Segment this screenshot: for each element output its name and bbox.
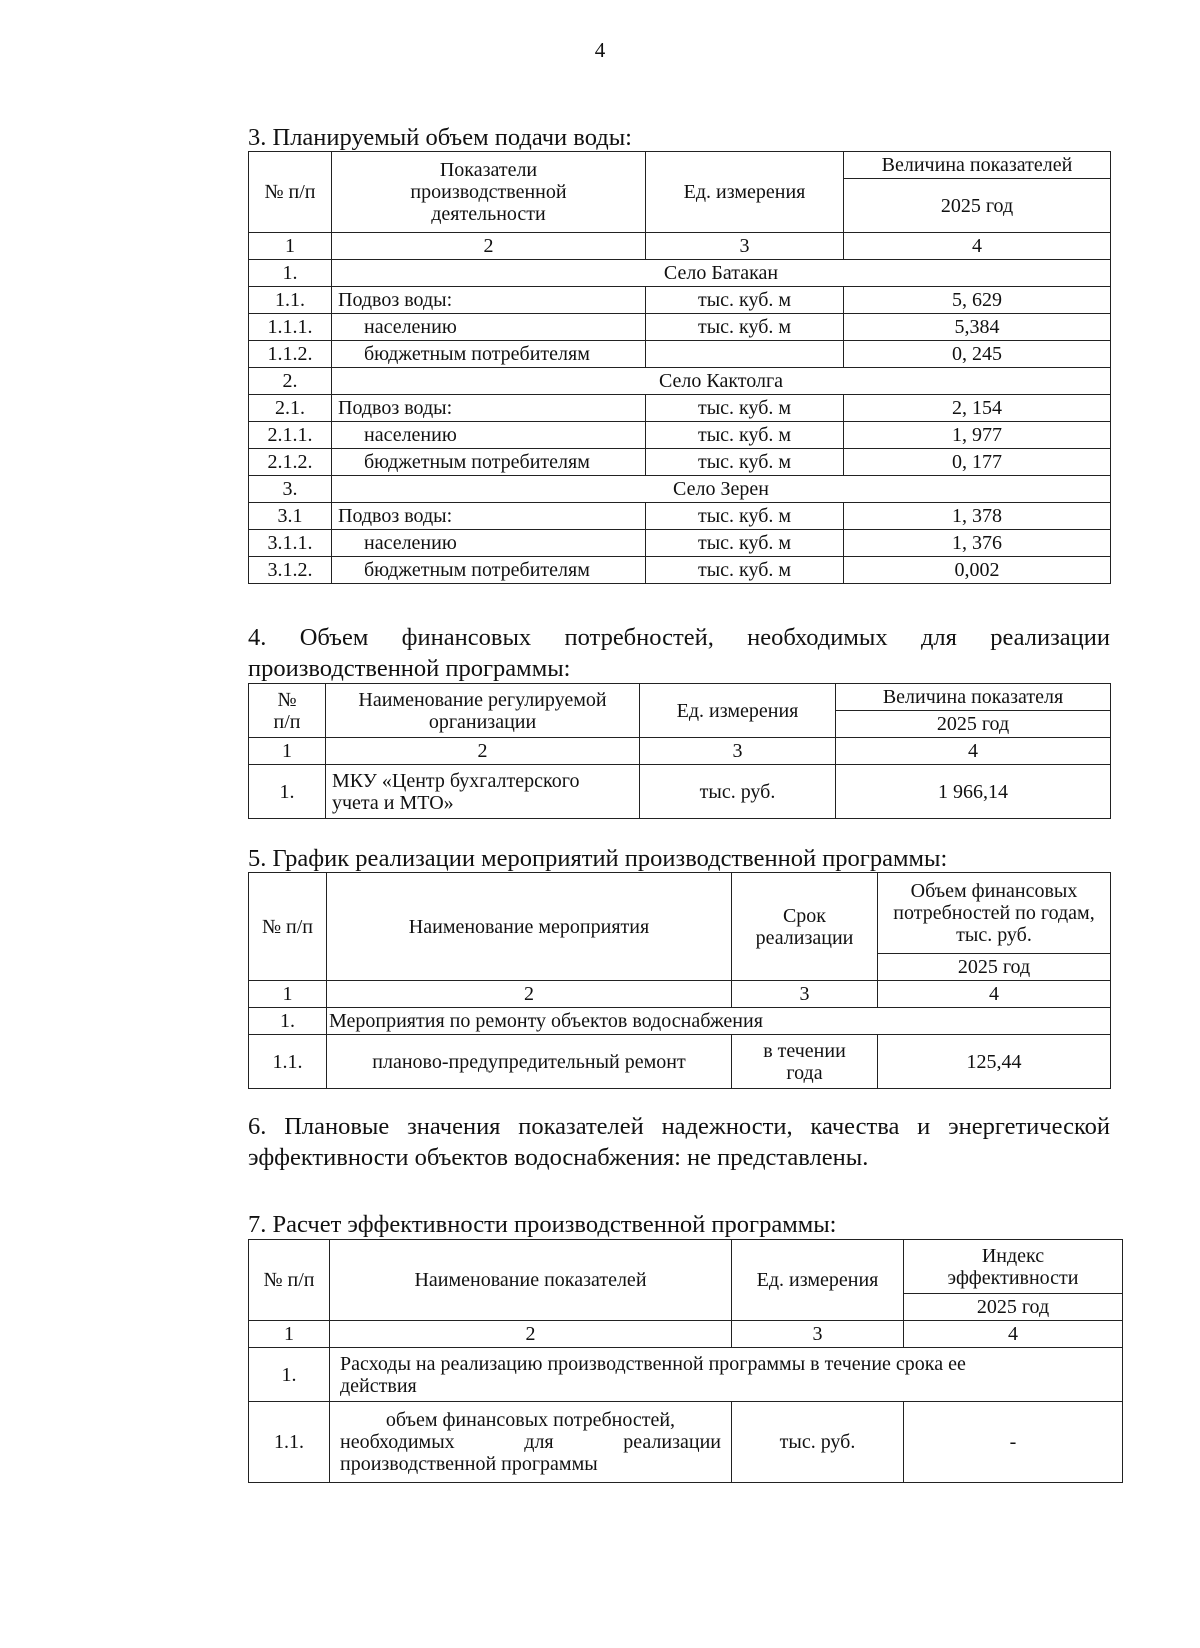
row-unit: тыс. куб. м [646,503,844,530]
row-term-line: года [786,1061,823,1084]
header-org [326,684,640,738]
group-name: Село Батакан [332,260,1111,287]
page-number: 4 [594,38,606,62]
row-name-line: необходимых для реализации [340,1431,721,1453]
header-unit: Ед. измерения [646,152,844,233]
row-name [326,765,640,819]
table-row [249,449,1111,476]
group-row [249,260,1111,287]
row-name: населению [332,422,646,449]
group-num: 1. [249,260,332,287]
header-org-line: организации [428,710,537,733]
group-num: 1. [249,1008,327,1035]
row-name: Подвоз воды: [332,395,646,422]
row-name: Подвоз воды: [332,503,646,530]
table-row [249,503,1111,530]
row-value: 0, 177 [844,449,1111,476]
row-unit: тыс. куб. м [646,395,844,422]
header-term-line: Срок [782,904,827,927]
column-number: 4 [904,1321,1123,1348]
row-num: 1.1.2. [249,341,332,368]
group-name: Мероприятия по ремонту объектов водоснабжения [327,1008,1111,1035]
group-name: Село Зерен [332,476,1111,503]
row-name: бюджетным потребителям [332,341,646,368]
header-year: 2025 год [836,711,1111,738]
row-unit: тыс. руб. [732,1402,904,1483]
header-value-group: Величина показателей [844,152,1111,179]
row-name-line: учета и МТО» [332,791,454,814]
row-name: планово-предупредительный ремонт [327,1035,732,1089]
table-row [249,557,1111,584]
group-name-line: Расходы на реализацию производственной программы в течение срока ее [340,1352,966,1375]
row-unit: тыс. куб. м [646,422,844,449]
row-num: 1.1.1. [249,314,332,341]
row-term-line: в течении [763,1039,846,1062]
group-name: Село Кактолга [332,368,1111,395]
section3-heading: 3. Планируемый объем подачи воды: [248,124,632,151]
schedule-table [248,872,1111,1089]
section6-heading [248,1111,1110,1173]
column-number: 3 [732,1321,904,1348]
header-num: № п/п [249,1240,330,1321]
header-year: 2025 год [844,179,1111,233]
column-number-row [249,233,1111,260]
table-row [249,422,1111,449]
row-num: 2.1.2. [249,449,332,476]
header-term [732,873,878,981]
table-row [249,765,1111,819]
column-number: 2 [326,738,640,765]
header-index-line: эффективности [947,1266,1079,1289]
header-indicator-line: производственной [410,181,567,203]
row-value: 0,002 [844,557,1111,584]
row-num: 3.1 [249,503,332,530]
row-num: 1. [249,765,326,819]
group-num: 2. [249,368,332,395]
header-num-line: п/п [273,710,301,733]
row-num: 1.1. [249,1035,327,1089]
header-org-line: Наименование регулируемой [358,688,607,711]
column-number-row [249,738,1111,765]
group-row [249,1008,1111,1035]
section5-heading: 5. График реализации мероприятий производственной программы: [248,845,948,872]
column-number-row [249,1321,1123,1348]
row-value: 5, 629 [844,287,1111,314]
header-num-line: № [277,688,297,711]
header-indicator-line: Показатели [439,159,538,181]
header-index [904,1240,1123,1294]
section4-heading [248,622,1110,684]
table-header-row [249,1240,1123,1294]
header-term-line: реализации [755,926,854,949]
row-name-line: МКУ «Центр бухгалтерского [332,769,580,792]
column-number: 4 [878,981,1111,1008]
section6-heading-line: 6. Плановые значения показателей надежности, качества и энергетической [248,1113,1110,1140]
group-row [249,368,1111,395]
section4-heading-line: производственной программы: [248,655,571,682]
row-unit: тыс. руб. [640,765,836,819]
column-number-row [249,981,1111,1008]
group-row [249,1348,1123,1402]
header-index-line: Индекс [981,1244,1045,1267]
row-value: 1, 378 [844,503,1111,530]
row-value: 2, 154 [844,395,1111,422]
group-name [330,1348,1123,1402]
header-unit: Ед. измерения [732,1240,904,1321]
row-name: бюджетным потребителям [332,557,646,584]
water-supply-table [248,151,1111,584]
row-name-line: производственной программы [340,1453,598,1475]
row-num: 2.1.1. [249,422,332,449]
row-value: 5,384 [844,314,1111,341]
column-number: 2 [327,981,732,1008]
row-unit [646,341,844,368]
row-name-line: объем финансовых потребностей, [385,1409,676,1431]
row-num: 2.1. [249,395,332,422]
group-row [249,476,1111,503]
header-value-group: Величина показателя [836,684,1111,711]
header-num [249,684,326,738]
header-name: Наименование показателей [330,1240,732,1321]
header-year: 2025 год [878,954,1111,981]
section6-heading-line: эффективности объектов водоснабжения: не представлены. [248,1144,869,1171]
row-num: 1.1. [249,287,332,314]
table-row [249,314,1111,341]
table-row [249,395,1111,422]
row-term [732,1035,878,1089]
row-name [330,1402,732,1483]
efficiency-table [248,1239,1123,1483]
row-name: Подвоз воды: [332,287,646,314]
table-header-row [249,873,1111,954]
column-number: 3 [646,233,844,260]
group-name-line: действия [340,1374,417,1397]
row-name: населению [332,314,646,341]
header-finance [878,873,1111,954]
row-value: 125,44 [878,1035,1111,1089]
column-number: 4 [844,233,1111,260]
header-unit: Ед. измерения [640,684,836,738]
column-number: 1 [249,738,326,765]
column-number: 2 [332,233,646,260]
row-value: 1 966,14 [836,765,1111,819]
row-unit: тыс. куб. м [646,287,844,314]
column-number: 1 [249,981,327,1008]
row-name: бюджетным потребителям [332,449,646,476]
table-header-row [249,152,1111,179]
row-unit: тыс. куб. м [646,314,844,341]
header-indicator [332,152,646,233]
row-unit: тыс. куб. м [646,557,844,584]
table-row [249,341,1111,368]
column-number: 3 [732,981,878,1008]
row-value: 1, 977 [844,422,1111,449]
table-row [249,287,1111,314]
row-value: 0, 245 [844,341,1111,368]
table-row [249,530,1111,557]
header-finance-line: потребностей по годам, [893,902,1095,924]
section7-heading: 7. Расчет эффективности производственной программы: [248,1211,837,1238]
row-name: населению [332,530,646,557]
row-num: 3.1.1. [249,530,332,557]
row-value: 1, 376 [844,530,1111,557]
header-num: № п/п [249,152,332,233]
header-num: № п/п [249,873,327,981]
header-finance-line: Объем финансовых [910,880,1078,902]
financial-needs-table [248,683,1111,819]
row-unit: тыс. куб. м [646,530,844,557]
column-number: 3 [640,738,836,765]
column-number: 1 [249,233,332,260]
row-num: 1.1. [249,1402,330,1483]
group-num: 3. [249,476,332,503]
section4-heading-line: 4. Объем финансовых потребностей, необходимых для реализации [248,624,1110,651]
column-number: 1 [249,1321,330,1348]
row-num: 3.1.2. [249,557,332,584]
row-value: - [904,1402,1123,1483]
column-number: 2 [330,1321,732,1348]
header-name: Наименование мероприятия [327,873,732,981]
table-row [249,1035,1111,1089]
group-num: 1. [249,1348,330,1402]
header-indicator-line: деятельности [431,203,546,225]
column-number: 4 [836,738,1111,765]
row-unit: тыс. куб. м [646,449,844,476]
table-header-row [249,684,1111,711]
header-finance-line: тыс. руб. [956,924,1032,946]
header-year: 2025 год [904,1294,1123,1321]
table-row [249,1402,1123,1483]
